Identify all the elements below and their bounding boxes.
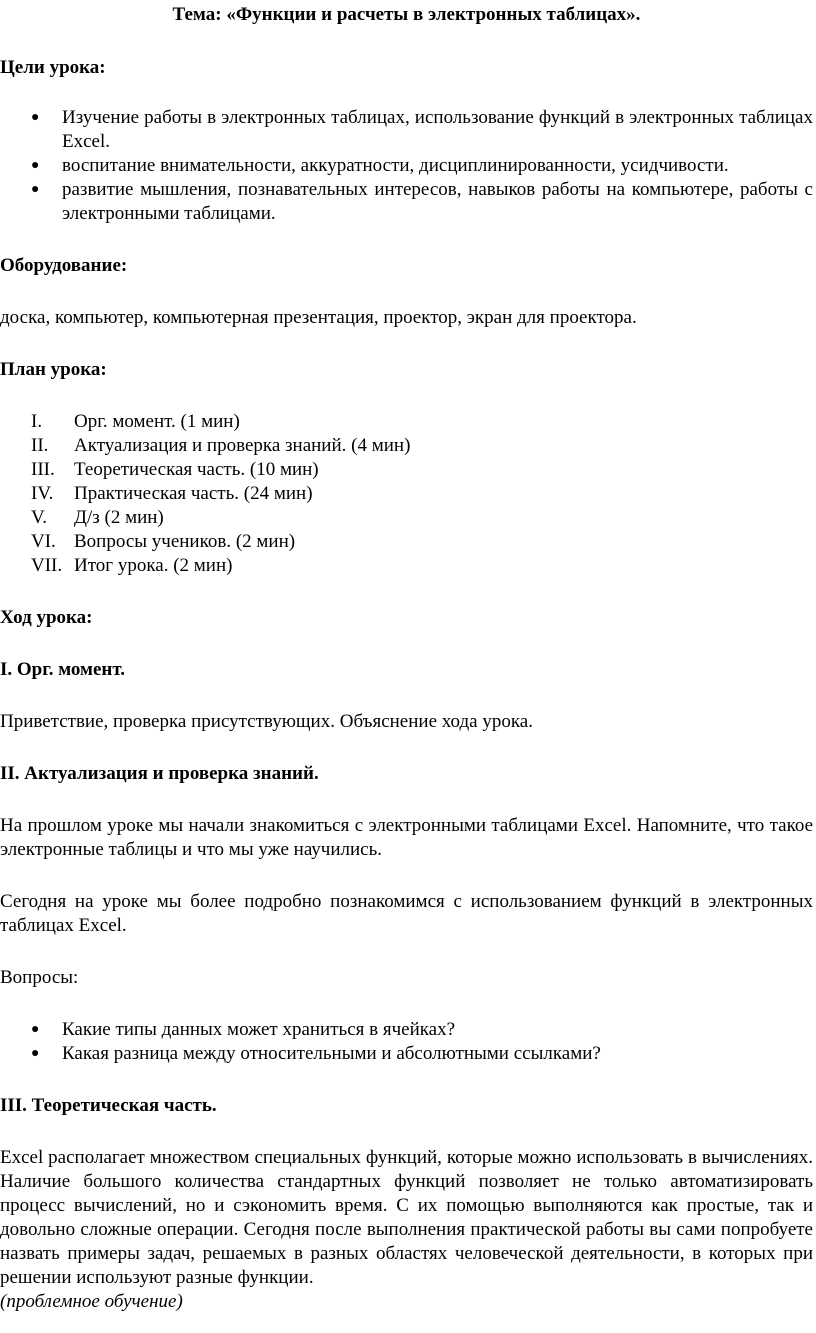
bullet-icon: ●	[31, 1022, 40, 1037]
bullet-icon: ●	[31, 182, 40, 197]
document-title: Тема: «Функции и расчеты в электронных таблицах».	[172, 4, 641, 25]
section3-note: (проблемное обучение)	[0, 1291, 183, 1312]
plan-list	[0, 410, 813, 578]
bullet-icon: ●	[31, 1046, 40, 1061]
bullet-icon: ●	[31, 110, 40, 125]
section2-paragraph-2: Сегодня на уроке мы более подробно познакомимся с использованием функций в электронных таблицах Excel.	[0, 891, 813, 936]
list-item: V. Д/з (2 мин)	[31, 507, 164, 528]
list-item: III. Теоретическая часть. (10 мин)	[31, 459, 319, 480]
questions-label: Вопросы:	[0, 967, 79, 988]
equipment-text: доска, компьютер, компьютерная презентация, проектор, экран для проектора.	[0, 307, 637, 328]
course-heading: Ход урока:	[0, 607, 93, 628]
section2-heading: II. Актуализация и проверка знаний.	[0, 763, 319, 784]
list-item: II. Актуализация и проверка знаний. (4 мин)	[31, 435, 411, 456]
list-item: I. Орг. момент. (1 мин)	[31, 411, 240, 432]
list-item: VI. Вопросы учеников. (2 мин)	[31, 531, 296, 552]
plan-heading: План урока:	[0, 359, 107, 380]
bullet-icon: ●	[31, 158, 40, 173]
list-item: VII. Итог урока. (2 мин)	[31, 555, 233, 576]
section2-paragraph-1: На прошлом уроке мы начали знакомиться с электронными таблицами Excel. Напомните, что такое электронные таблицы и что мы уже научились.	[0, 815, 813, 860]
section3-text: Excel располагает множеством специальных функций, которые можно использовать в вычислениях. Наличие большого количества стандартных функций позволяет не только автоматизировать процесс вычислений, но и сэкономить время. С их помощью выполняются как простые, так и довольно сложные операции. Сегодня после выполнения практической работы вы сами попробуете назвать примеры задач, решаемых в разных областях человеческой деятельности, в которых при решении используют разные функции.	[0, 1147, 813, 1288]
list-item: ● развитие мышления, познавательных интересов, навыков работы на компьютере, работы с электронными таблицами.	[31, 179, 813, 224]
goals-heading: Цели урока:	[0, 57, 106, 78]
section3-heading: III. Теоретическая часть.	[0, 1095, 217, 1116]
list-item: ● Какая разница между относительными и абсолютными ссылками?	[31, 1043, 601, 1064]
questions-list	[0, 1018, 813, 1066]
section1-heading: I. Орг. момент.	[0, 659, 126, 680]
list-item: IV. Практическая часть. (24 мин)	[31, 483, 313, 504]
list-item: ● воспитание внимательности, аккуратности, дисциплинированности, усидчивости.	[31, 155, 729, 176]
list-item: ● Какие типы данных может храниться в ячейках?	[31, 1019, 456, 1040]
section1-text: Приветствие, проверка присутствующих. Объяснение хода урока.	[0, 711, 533, 732]
equipment-heading: Оборудование:	[0, 255, 128, 276]
goals-list	[0, 106, 813, 226]
list-item: ● Изучение работы в электронных таблицах, использование функций в электронных таблицах Excel.	[31, 107, 813, 152]
